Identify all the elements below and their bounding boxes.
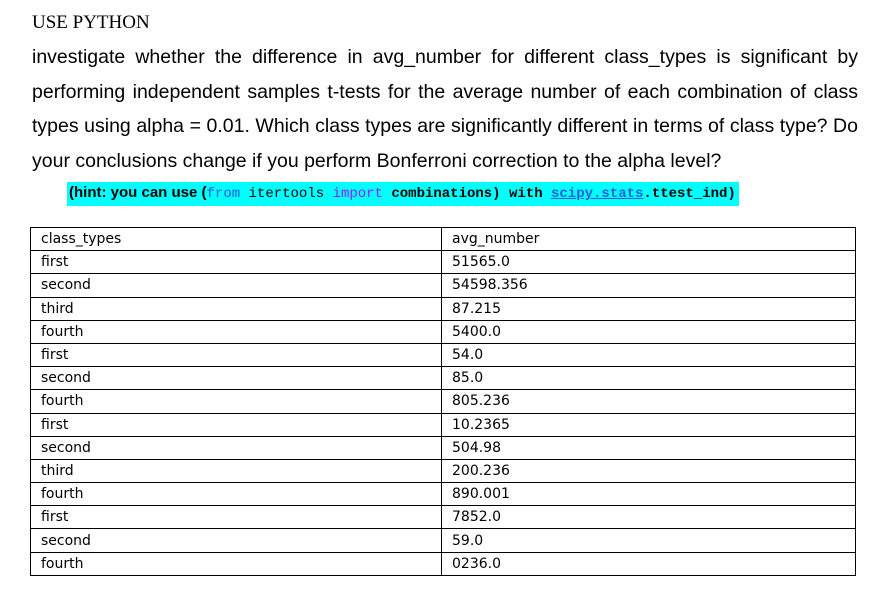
table-row	[31, 297, 856, 320]
hint-import-keyword: import	[332, 186, 383, 202]
table-row	[31, 459, 856, 482]
cell-class-type: second	[31, 274, 442, 297]
table-row	[31, 529, 856, 552]
table-row	[31, 390, 856, 413]
cell-avg-number: 54598.356	[442, 274, 856, 297]
hint-func: combinations) with	[382, 186, 551, 202]
header-avg-number: avg_number	[442, 228, 856, 251]
hint-highlight	[67, 182, 739, 206]
hint-ttest: .ttest_ind)	[643, 186, 736, 202]
cell-class-type: first	[31, 251, 442, 274]
cell-avg-number: 200.236	[442, 459, 856, 482]
question-text: investigate whether the difference in avg_number for different class_types is significant by performing independent samples t-tests for the average number of each combination of class types using alpha = 0.01. Which class types are significantly different in terms of class type? Do your conclusions change if you perform Bonferroni correction to the alpha level?	[32, 46, 858, 172]
cell-avg-number: 87.215	[442, 297, 856, 320]
cell-class-type: fourth	[31, 552, 442, 575]
cell-class-type: fourth	[31, 390, 442, 413]
cell-avg-number: 10.2365	[442, 413, 856, 436]
table-row	[31, 552, 856, 575]
table-row	[31, 274, 856, 297]
cell-class-type: first	[31, 413, 442, 436]
cell-class-type: second	[31, 529, 442, 552]
cell-class-type: first	[31, 506, 442, 529]
table-row	[31, 343, 856, 366]
table-row	[31, 251, 856, 274]
cell-class-type: second	[31, 367, 442, 390]
cell-avg-number: 85.0	[442, 367, 856, 390]
table-header-row	[31, 228, 856, 251]
cell-class-type: third	[31, 297, 442, 320]
cell-avg-number: 504.98	[442, 436, 856, 459]
hint-scipy-stats: scipy.stats	[551, 186, 644, 202]
table-row	[31, 483, 856, 506]
cell-class-type: fourth	[31, 320, 442, 343]
header-class-types: class_types	[31, 228, 442, 251]
cell-avg-number: 0236.0	[442, 552, 856, 575]
hint-box	[67, 182, 739, 206]
cell-class-type: second	[31, 436, 442, 459]
cell-avg-number: 805.236	[442, 390, 856, 413]
table-row	[31, 506, 856, 529]
cell-avg-number: 54.0	[442, 343, 856, 366]
heading: USE PYTHON	[32, 12, 150, 33]
cell-avg-number: 59.0	[442, 529, 856, 552]
cell-class-type: first	[31, 343, 442, 366]
cell-class-type: fourth	[31, 483, 442, 506]
hint-from-keyword: from	[206, 186, 241, 202]
cell-avg-number: 7852.0	[442, 506, 856, 529]
cell-avg-number: 5400.0	[442, 320, 856, 343]
hint-module: itertools	[240, 186, 333, 202]
cell-avg-number: 890.001	[442, 483, 856, 506]
table-row	[31, 413, 856, 436]
table-row	[31, 436, 856, 459]
data-table	[30, 227, 856, 576]
table-row	[31, 320, 856, 343]
cell-class-type: third	[31, 459, 442, 482]
table-row	[31, 367, 856, 390]
cell-avg-number: 51565.0	[442, 251, 856, 274]
hint-prefix: (hint: you can use (	[69, 184, 207, 201]
